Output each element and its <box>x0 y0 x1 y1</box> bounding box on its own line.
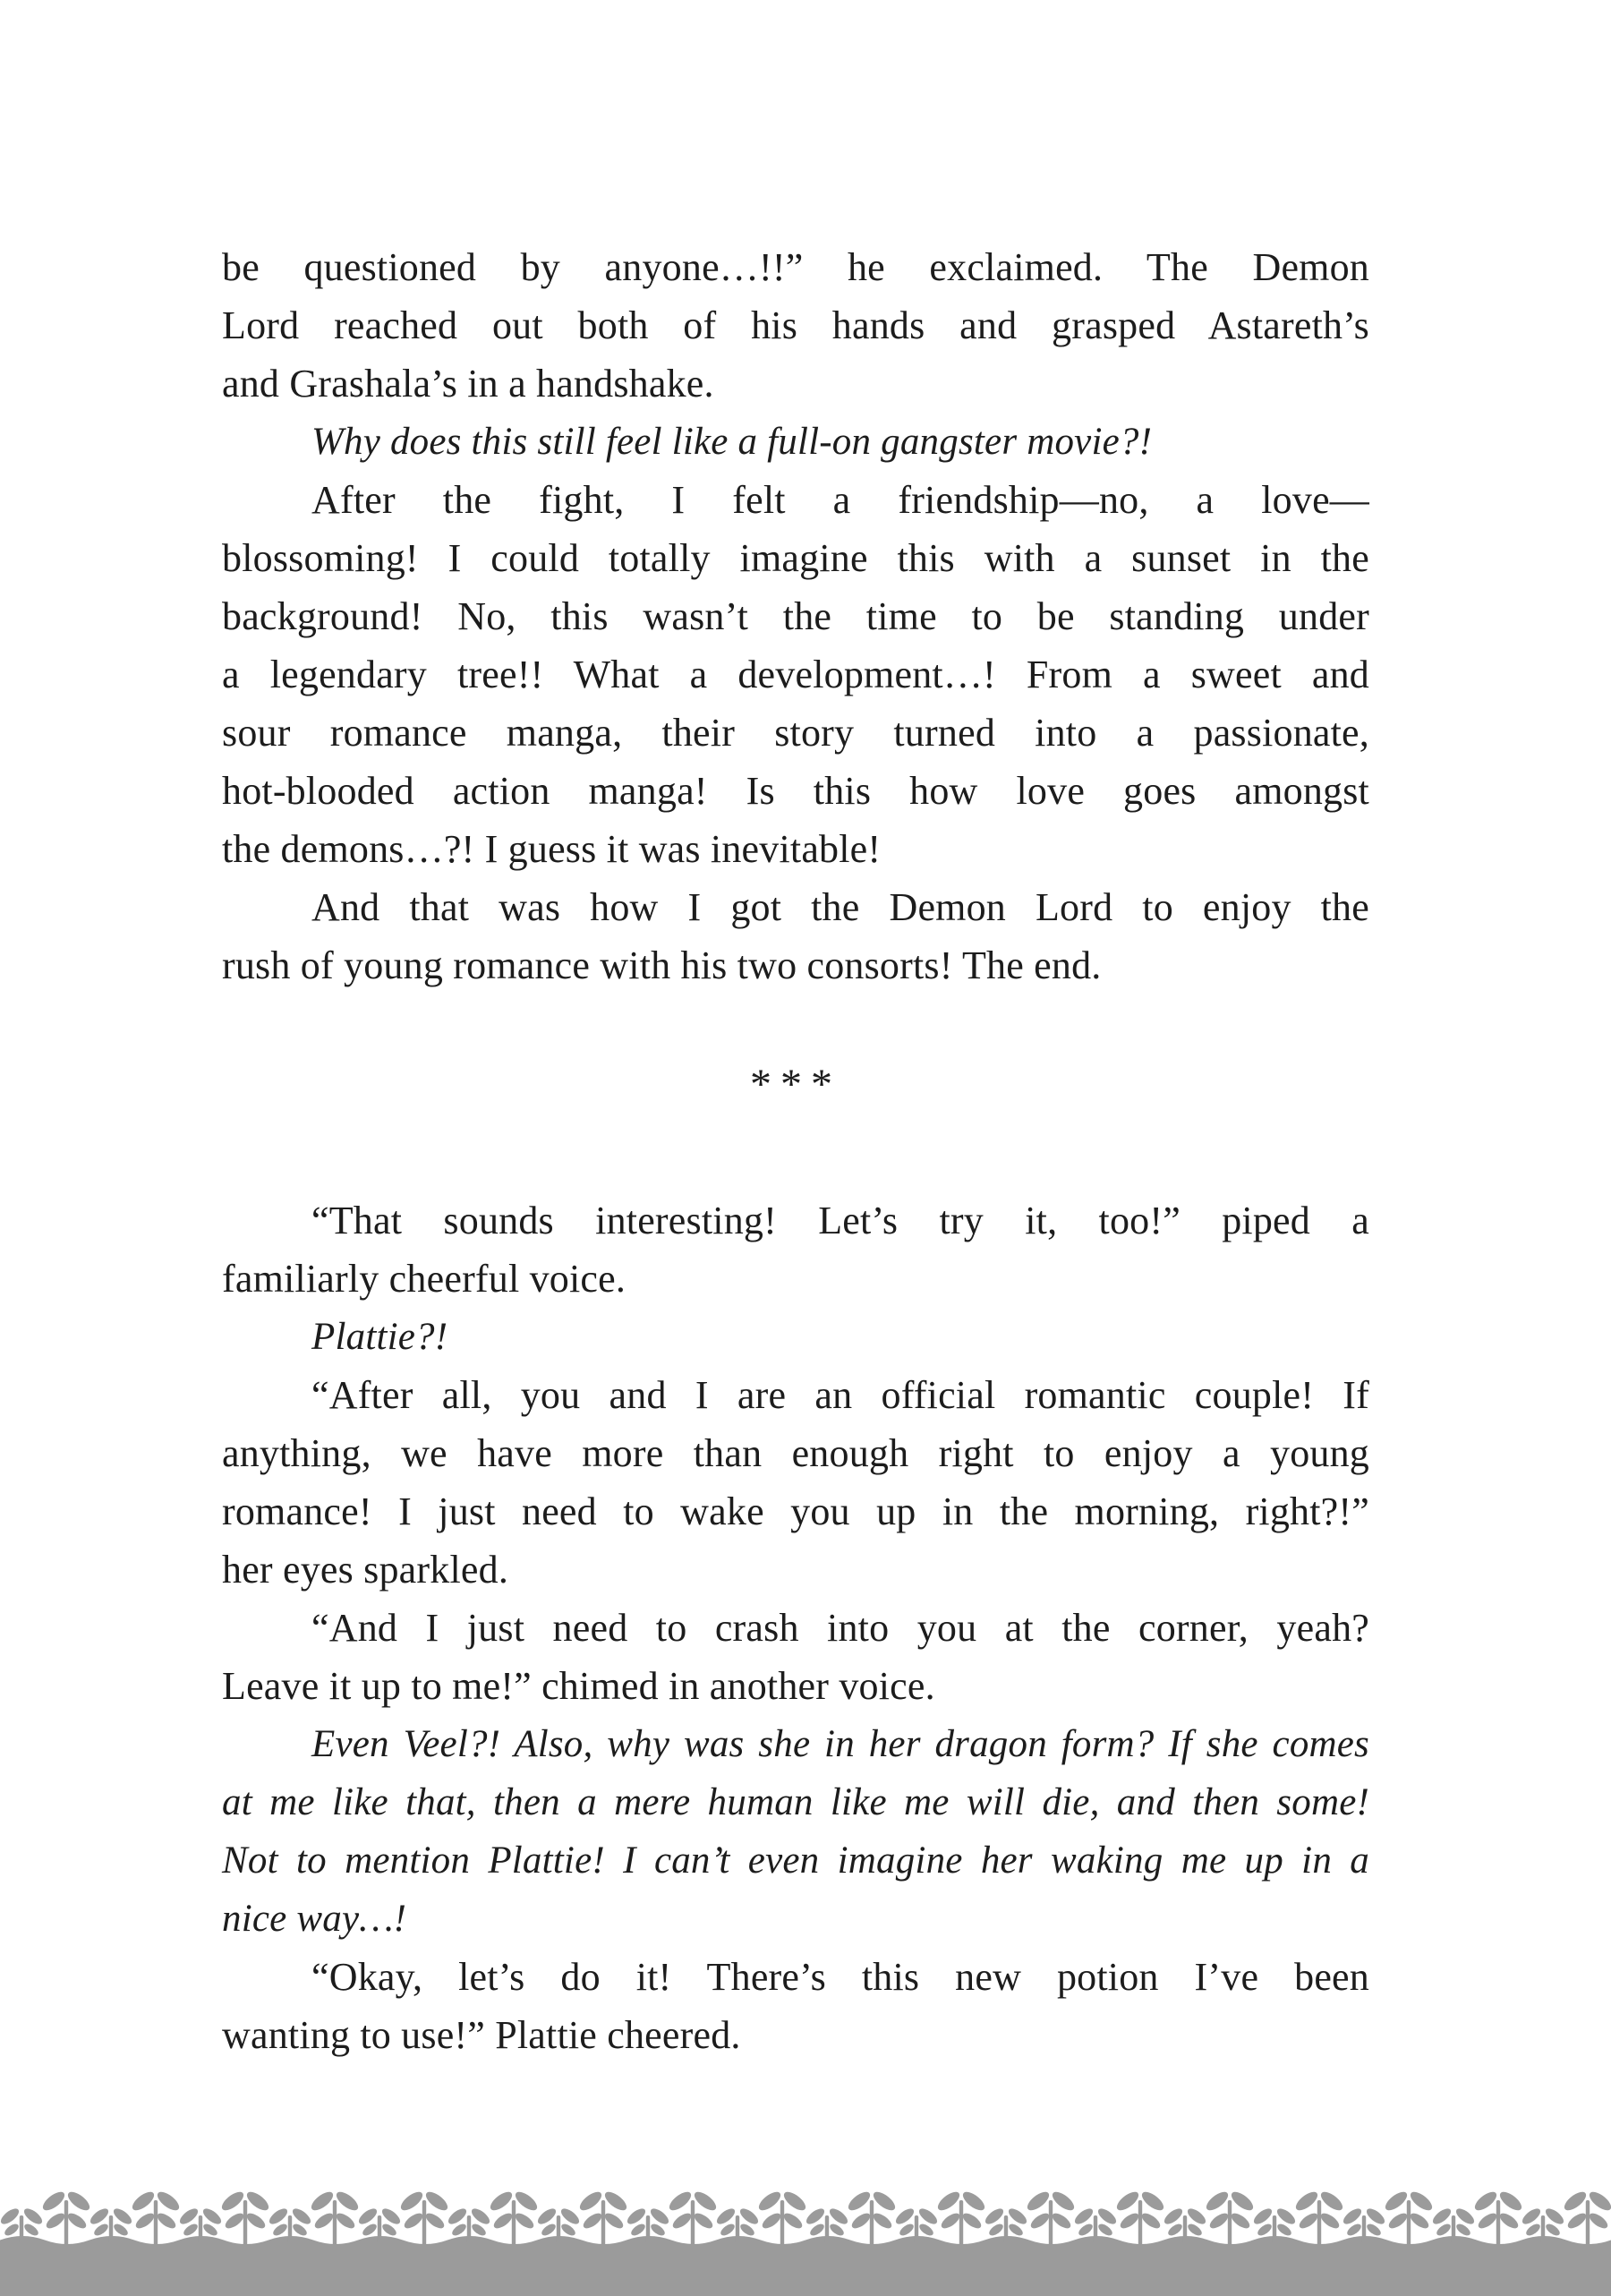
paragraph <box>222 1366 1369 1599</box>
text-line: Not to mention Plattie! I can’t even imagine her waking me up in a <box>222 1839 1369 1882</box>
plant-sprout-icon <box>1072 2189 1166 2296</box>
paragraph <box>222 471 1369 878</box>
plant-border-decoration <box>0 2189 1611 2296</box>
plant-sprout-icon <box>1430 2189 1524 2296</box>
paragraph <box>222 238 1369 413</box>
paragraph <box>222 413 1369 471</box>
text-line: a legendary tree!! What a development…! From a sweet and <box>222 653 1369 696</box>
plant-sprout-icon <box>1251 2189 1345 2296</box>
text-line: background! No, this wasn’t the time to be standing under <box>222 594 1369 638</box>
text-line: wanting to use!” Plattie cheered. <box>222 2013 741 2057</box>
plant-sprout-icon <box>267 2189 361 2296</box>
plant-sprout-icon <box>1341 2189 1435 2296</box>
text-line: Plattie?! <box>311 1316 448 1358</box>
plant-sprout-icon <box>0 2189 92 2296</box>
text-line: and Grashala’s in a handshake. <box>222 362 714 405</box>
plant-sprout-icon <box>535 2189 629 2296</box>
text-line: rush of young romance with his two consorts! The end. <box>222 943 1102 987</box>
paragraph <box>222 1599 1369 1715</box>
text-line: Why does this still feel like a full-on gangster movie?! <box>311 421 1153 463</box>
text-line: romance! I just need to wake you up in the morning, right?!” <box>222 1489 1369 1533</box>
text-line: hot-blooded action manga! Is this how love goes amongst <box>222 769 1369 813</box>
text-line: After the fight, I felt a friendship—no, a love— <box>311 478 1369 522</box>
text-line: “Okay, let’s do it! There’s this new potion I’ve been <box>311 1955 1369 1999</box>
plant-sprout-icon <box>625 2189 719 2296</box>
text-line: Leave it up to me!” chimed in another voice. <box>222 1664 935 1708</box>
text-line: “After all, you and I are an official romantic couple! If <box>311 1373 1369 1417</box>
plant-sprout-icon <box>356 2189 450 2296</box>
text-block <box>222 0 1369 2064</box>
text-line: Even Veel?! Also, why was she in her dragon form? If she comes <box>311 1723 1369 1765</box>
text-line: the demons…?! I guess it was inevitable! <box>222 827 882 871</box>
text-line: at me like that, then a mere human like me will die, and then some! <box>222 1781 1369 1823</box>
plant-sprout-icon <box>446 2189 540 2296</box>
text-line: anything, we have more than enough right to enjoy a young <box>222 1431 1369 1475</box>
text-line: Lord reached out both of his hands and grasped Astareth’s <box>222 303 1369 347</box>
plant-sprout-icon <box>893 2189 987 2296</box>
plant-sprout-icon <box>714 2189 808 2296</box>
section-2 <box>222 1191 1369 2064</box>
plant-sprout-icon <box>1520 2189 1611 2296</box>
text-line: sour romance manga, their story turned into a passionate, <box>222 711 1369 755</box>
section-1 <box>222 238 1369 994</box>
text-line: “And I just need to crash into you at the corner, yeah? <box>311 1606 1369 1650</box>
text-line: nice way…! <box>222 1898 407 1940</box>
plant-sprout-icon <box>983 2189 1077 2296</box>
plant-sprout-icon <box>1162 2189 1256 2296</box>
paragraph <box>222 1191 1369 1308</box>
plant-sprout-icon <box>177 2189 271 2296</box>
text-line: be questioned by anyone…!!” he exclaimed. The Demon <box>222 245 1369 289</box>
plant-sprout-icon <box>88 2189 182 2296</box>
text-line: her eyes sparkled. <box>222 1548 509 1592</box>
text-line: familiarly cheerful voice. <box>222 1257 626 1301</box>
plant-sprout-icon <box>804 2189 898 2296</box>
paragraph <box>222 878 1369 994</box>
text-line: “That sounds interesting! Let’s try it, too!” piped a <box>311 1199 1369 1242</box>
text-line: blossoming! I could totally imagine this with a sunset in the <box>222 536 1369 580</box>
paragraph <box>222 1715 1369 1948</box>
scene-separator: *** <box>750 1061 841 1108</box>
paragraph <box>222 1308 1369 1366</box>
paragraph <box>222 1948 1369 2064</box>
text-line: And that was how I got the Demon Lord to enjoy the <box>311 885 1369 929</box>
